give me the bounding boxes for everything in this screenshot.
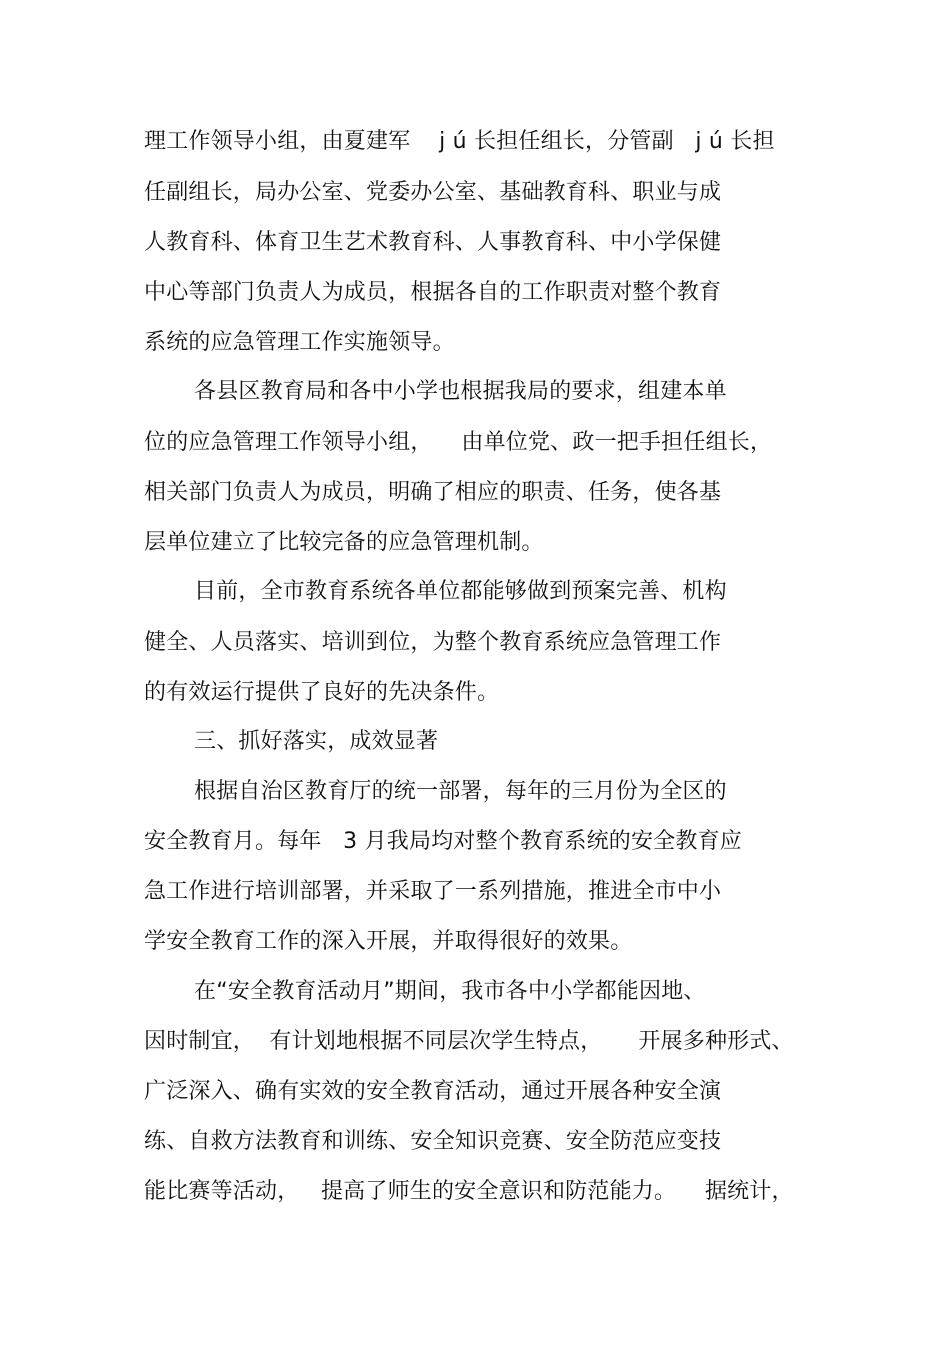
text-line: 因时制宜， 有计划地根据不同层次学生特点， 开展多种形式、 bbox=[144, 1029, 794, 1054]
text-line: 人教育科、体育卫生艺术教育科、人事教育科、中小学保健 bbox=[144, 230, 722, 255]
paragraph-first-line: 目前，全市教育系统各单位都能够做到预案完善、机构 bbox=[194, 579, 727, 604]
text-line: 能比赛等活动， 提高了师生的安全意识和防范能力。 据统计， bbox=[144, 1179, 794, 1204]
text-line: 层单位建立了比较完备的应急管理机制。 bbox=[144, 530, 544, 555]
paragraph-first-line: 各县区教育局和各中小学也根据我局的要求，组建本单 bbox=[194, 379, 727, 404]
text-line: 系统的应急管理工作实施领导。 bbox=[144, 330, 455, 355]
paragraph-first-line: 根据自治区教育厅的统一部署，每年的三月份为全区的 bbox=[194, 779, 727, 804]
text-line: 任副组长，局办公室、党委办公室、基础教育科、职业与成 bbox=[144, 180, 722, 205]
text-line: 学安全教育工作的深入开展，并取得很好的效果。 bbox=[144, 929, 633, 954]
text-line: 广泛深入、确有实效的安全教育活动，通过开展各种安全演 bbox=[144, 1079, 722, 1104]
text-line: 的有效运行提供了良好的先决条件。 bbox=[144, 680, 500, 705]
text-line: 急工作进行培训部署，并采取了一系列措施，推进全市中小 bbox=[144, 879, 722, 904]
paragraph-first-line: 在“安全教育活动月”期间，我市各中小学都能因地、 bbox=[194, 979, 706, 1004]
section-heading: 三、抓好落实，成效显著 bbox=[194, 729, 439, 754]
text-line: 中心等部门负责人为成员，根据各自的工作职责对整个教育 bbox=[144, 280, 722, 305]
text-line: 理工作领导小组，由夏建军 j ú 长担任组长，分管副 j ú 长担 bbox=[144, 129, 775, 154]
text-line: 安全教育月。每年 3 月我局均对整个教育系统的安全教育应 bbox=[144, 829, 742, 854]
text-line: 位的应急管理工作领导小组， 由单位党、政一把手担任组长， bbox=[144, 430, 773, 455]
text-line: 健全、人员落实、培训到位，为整个教育系统应急管理工作 bbox=[144, 630, 722, 655]
text-line: 练、自救方法教育和训练、安全知识竞赛、安全防范应变技 bbox=[144, 1129, 722, 1154]
text-line: 相关部门负责人为成员，明确了相应的职责、任务，使各基 bbox=[144, 480, 722, 505]
